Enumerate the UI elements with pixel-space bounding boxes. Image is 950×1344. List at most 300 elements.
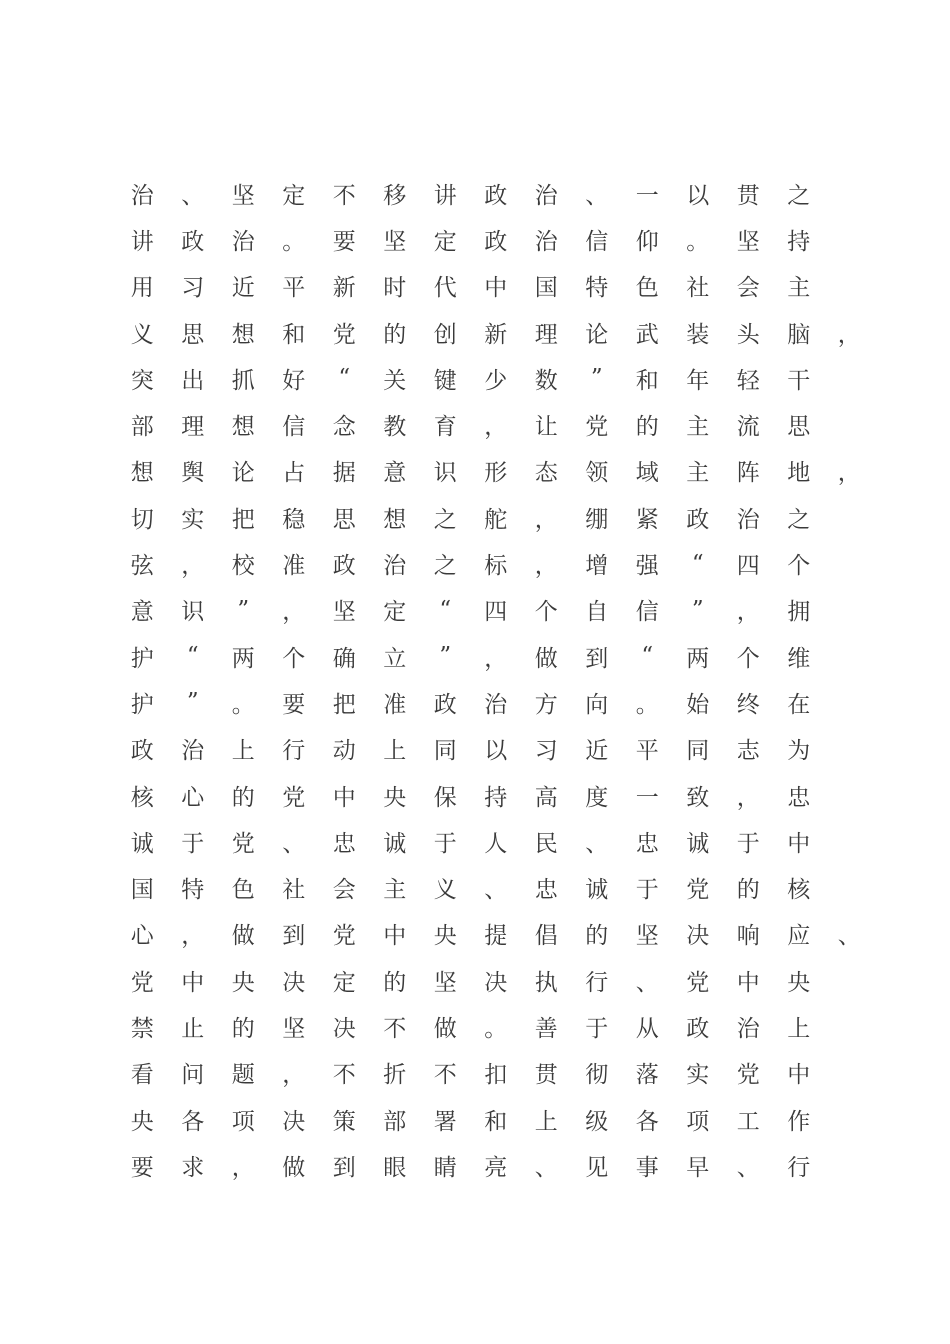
- text-glyph: 贯: [534, 1062, 558, 1089]
- text-glyph: 突: [130, 367, 154, 394]
- text-glyph: 。: [686, 228, 710, 255]
- text-glyph: 定: [282, 182, 306, 209]
- text-glyph: 看: [130, 1062, 154, 1089]
- text-glyph: 立: [383, 645, 407, 672]
- text-line: [117, 679, 857, 725]
- text-glyph: 署: [433, 1108, 457, 1135]
- text-glyph: 两: [686, 645, 710, 672]
- text-line: [117, 772, 857, 818]
- text-glyph: 央: [383, 784, 407, 811]
- text-glyph: 平: [635, 738, 659, 765]
- text-glyph: 、: [837, 923, 861, 950]
- text-glyph: 政: [181, 228, 205, 255]
- text-glyph: 社: [686, 275, 710, 302]
- text-glyph: 的: [736, 877, 760, 904]
- text-glyph: 贯: [736, 182, 760, 209]
- text-glyph: 各: [181, 1108, 205, 1135]
- text-glyph: 和: [484, 1108, 508, 1135]
- text-glyph: 治: [736, 506, 760, 533]
- text-glyph: 坚: [736, 228, 760, 255]
- text-glyph: 。: [282, 228, 306, 255]
- text-line: [117, 1096, 857, 1142]
- text-glyph: 念: [332, 414, 356, 441]
- text-line: [117, 355, 857, 401]
- text-glyph: 论: [231, 460, 255, 487]
- text-glyph: ，: [484, 414, 508, 441]
- text-glyph: 折: [383, 1062, 407, 1089]
- text-line: [117, 957, 857, 1003]
- text-glyph: 个: [736, 645, 760, 672]
- text-glyph: 做: [433, 1015, 457, 1042]
- text-glyph: 于: [433, 830, 457, 857]
- text-glyph: 抓: [231, 367, 255, 394]
- text-glyph: 治: [383, 553, 407, 580]
- text-glyph: 教: [383, 414, 407, 441]
- text-glyph: 的: [383, 969, 407, 996]
- text-glyph: 不: [332, 182, 356, 209]
- text-glyph: 党: [585, 414, 609, 441]
- text-glyph: 持: [787, 228, 811, 255]
- text-glyph: 。: [231, 691, 255, 718]
- text-glyph: 武: [635, 321, 659, 348]
- text-glyph: 亮: [484, 1154, 508, 1181]
- text-glyph: 中: [787, 830, 811, 857]
- text-glyph: 定: [433, 228, 457, 255]
- text-glyph: 政: [686, 1015, 710, 1042]
- text-glyph: 党: [736, 1062, 760, 1089]
- text-glyph: 特: [585, 275, 609, 302]
- text-glyph: 社: [282, 877, 306, 904]
- text-glyph: 、: [534, 1154, 558, 1181]
- text-glyph: 准: [383, 691, 407, 718]
- text-glyph: 装: [686, 321, 710, 348]
- text-glyph: 拥: [787, 599, 811, 626]
- text-glyph: 党: [332, 321, 356, 348]
- text-glyph: 一: [635, 784, 659, 811]
- text-glyph: 决: [686, 923, 710, 950]
- text-glyph: 眼: [383, 1154, 407, 1181]
- text-glyph: 四: [484, 599, 508, 626]
- text-glyph: 央: [231, 969, 255, 996]
- text-glyph: 以: [484, 738, 508, 765]
- text-glyph: 见: [585, 1154, 609, 1181]
- text-glyph: 不: [433, 1062, 457, 1089]
- text-glyph: 年: [686, 367, 710, 394]
- text-glyph: 。: [484, 1015, 508, 1042]
- text-glyph: 定: [383, 599, 407, 626]
- text-line: [117, 448, 861, 494]
- text-glyph: 关: [383, 367, 407, 394]
- text-glyph: 始: [686, 691, 710, 718]
- text-glyph: 忠: [635, 830, 659, 857]
- text-glyph: 个: [282, 645, 306, 672]
- text-glyph: 政: [433, 691, 457, 718]
- text-glyph: 中: [332, 784, 356, 811]
- text-glyph: 弦: [130, 553, 154, 580]
- text-glyph: 之: [433, 553, 457, 580]
- text-glyph: 、: [635, 969, 659, 996]
- text-glyph: “: [186, 643, 199, 670]
- text-glyph: 和: [635, 367, 659, 394]
- text-glyph: 键: [433, 367, 457, 394]
- text-glyph: 实: [181, 506, 205, 533]
- text-glyph: 忠: [332, 830, 356, 857]
- text-glyph: 政: [484, 228, 508, 255]
- text-glyph: 的: [585, 923, 609, 950]
- text-glyph: 主: [686, 414, 710, 441]
- text-glyph: 的: [231, 1015, 255, 1042]
- text-glyph: 创: [433, 321, 457, 348]
- text-glyph: 想: [231, 321, 255, 348]
- text-glyph: 个: [534, 599, 558, 626]
- text-glyph: 论: [585, 321, 609, 348]
- text-glyph: 会: [332, 877, 356, 904]
- text-glyph: 两: [231, 645, 255, 672]
- text-glyph: 个: [787, 553, 811, 580]
- text-glyph: 流: [736, 414, 760, 441]
- text-line: [117, 309, 861, 355]
- text-glyph: 决: [484, 969, 508, 996]
- text-glyph: 保: [433, 784, 457, 811]
- text-glyph: 想: [383, 506, 407, 533]
- text-glyph: 近: [585, 738, 609, 765]
- text-glyph: 义: [433, 877, 457, 904]
- text-glyph: 义: [130, 321, 154, 348]
- text-glyph: 同: [686, 738, 710, 765]
- text-glyph: 校: [231, 553, 255, 580]
- text-glyph: 领: [585, 460, 609, 487]
- text-glyph: 讲: [433, 182, 457, 209]
- text-glyph: 问: [181, 1062, 205, 1089]
- text-glyph: 地: [787, 460, 811, 487]
- text-glyph: ，: [837, 460, 861, 487]
- text-glyph: 治: [231, 228, 255, 255]
- text-glyph: 准: [282, 553, 306, 580]
- text-glyph: 到: [585, 645, 609, 672]
- text-glyph: 忠: [787, 784, 811, 811]
- text-glyph: 核: [787, 877, 811, 904]
- text-glyph: 人: [484, 830, 508, 857]
- text-glyph: 坚: [231, 182, 255, 209]
- text-glyph: ，: [181, 923, 205, 950]
- text-glyph: 同: [433, 738, 457, 765]
- text-glyph: 治: [534, 182, 558, 209]
- text-glyph: 上: [787, 1015, 811, 1042]
- text-glyph: 用: [130, 275, 154, 302]
- text-glyph: 民: [534, 830, 558, 857]
- text-glyph: “: [439, 596, 452, 623]
- text-glyph: ，: [181, 553, 205, 580]
- text-glyph: 、: [282, 830, 306, 857]
- text-glyph: 特: [181, 877, 205, 904]
- text-glyph: 为: [787, 738, 811, 765]
- text-glyph: 诚: [383, 830, 407, 857]
- text-glyph: 坚: [433, 969, 457, 996]
- text-glyph: 坚: [282, 1015, 306, 1042]
- text-glyph: 落: [635, 1062, 659, 1089]
- text-glyph: 题: [231, 1062, 255, 1089]
- text-glyph: 终: [736, 691, 760, 718]
- text-glyph: 诚: [130, 830, 154, 857]
- text-line: [117, 540, 857, 586]
- text-glyph: 维: [787, 645, 811, 672]
- text-glyph: 项: [231, 1108, 255, 1135]
- text-glyph: 治: [534, 228, 558, 255]
- text-glyph: 切: [130, 506, 154, 533]
- text-glyph: 决: [282, 969, 306, 996]
- text-glyph: 行: [787, 1154, 811, 1181]
- text-glyph: 色: [635, 275, 659, 302]
- text-glyph: 据: [332, 460, 356, 487]
- text-glyph: 舵: [484, 506, 508, 533]
- text-glyph: 求: [181, 1154, 205, 1181]
- text-glyph: 定: [332, 969, 356, 996]
- text-glyph: 态: [534, 460, 558, 487]
- text-glyph: 央: [787, 969, 811, 996]
- text-glyph: 主: [787, 275, 811, 302]
- text-glyph: 持: [484, 784, 508, 811]
- text-glyph: ，: [736, 784, 760, 811]
- text-glyph: 讲: [130, 228, 154, 255]
- text-glyph: 主: [686, 460, 710, 487]
- text-glyph: 信: [282, 414, 306, 441]
- text-line: [117, 263, 857, 309]
- text-glyph: 应: [787, 923, 811, 950]
- text-glyph: 早: [686, 1154, 710, 1181]
- text-glyph: 的: [635, 414, 659, 441]
- text-glyph: 上: [383, 738, 407, 765]
- text-glyph: 舆: [181, 460, 205, 487]
- text-line: [117, 633, 857, 679]
- text-glyph: 中: [181, 969, 205, 996]
- text-glyph: 护: [130, 691, 154, 718]
- text-glyph: ”: [237, 596, 250, 623]
- text-glyph: 党: [130, 969, 154, 996]
- text-glyph: 之: [787, 182, 811, 209]
- text-glyph: 育: [433, 414, 457, 441]
- text-glyph: 自: [585, 599, 609, 626]
- text-glyph: 信: [585, 228, 609, 255]
- text-glyph: 部: [130, 414, 154, 441]
- text-glyph: 党: [686, 877, 710, 904]
- text-glyph: 让: [534, 414, 558, 441]
- text-glyph: 脑: [787, 321, 811, 348]
- text-glyph: 项: [686, 1108, 710, 1135]
- text-line: [117, 401, 857, 447]
- text-glyph: 好: [282, 367, 306, 394]
- text-glyph: “: [691, 550, 704, 577]
- text-glyph: 信: [635, 599, 659, 626]
- text-glyph: 习: [534, 738, 558, 765]
- text-glyph: 、: [585, 830, 609, 857]
- text-glyph: 、: [181, 182, 205, 209]
- text-glyph: 事: [635, 1154, 659, 1181]
- text-glyph: 诚: [585, 877, 609, 904]
- text-glyph: 做: [282, 1154, 306, 1181]
- text-glyph: 行: [585, 969, 609, 996]
- text-glyph: 治: [130, 182, 154, 209]
- text-glyph: 于: [585, 1015, 609, 1042]
- text-glyph: ”: [439, 643, 452, 670]
- text-glyph: 央: [433, 923, 457, 950]
- text-glyph: 域: [635, 460, 659, 487]
- text-glyph: ”: [691, 596, 704, 623]
- text-glyph: 轻: [736, 367, 760, 394]
- text-glyph: 党: [282, 784, 306, 811]
- text-glyph: 各: [635, 1108, 659, 1135]
- text-glyph: 新: [484, 321, 508, 348]
- text-glyph: 动: [332, 738, 356, 765]
- text-glyph: 党: [686, 969, 710, 996]
- text-line: [117, 494, 857, 540]
- text-glyph: 政: [686, 506, 710, 533]
- text-line: [117, 1142, 857, 1188]
- text-glyph: ”: [590, 365, 603, 392]
- text-glyph: 核: [130, 784, 154, 811]
- text-glyph: 忠: [534, 877, 558, 904]
- text-glyph: 形: [484, 460, 508, 487]
- text-glyph: 思: [332, 506, 356, 533]
- text-glyph: 。: [635, 691, 659, 718]
- text-glyph: 政: [332, 553, 356, 580]
- text-glyph: 识: [181, 599, 205, 626]
- text-glyph: 执: [534, 969, 558, 996]
- text-line: [117, 818, 857, 864]
- text-line: [117, 911, 861, 957]
- text-line: [117, 726, 857, 772]
- text-glyph: 把: [332, 691, 356, 718]
- text-glyph: 睛: [433, 1154, 457, 1181]
- text-glyph: 致: [686, 784, 710, 811]
- text-glyph: 倡: [534, 923, 558, 950]
- text-glyph: 代: [433, 275, 457, 302]
- text-glyph: 做: [534, 645, 558, 672]
- text-glyph: 治: [181, 738, 205, 765]
- text-glyph: 仰: [635, 228, 659, 255]
- text-line: [117, 216, 857, 262]
- text-glyph: “: [338, 365, 351, 392]
- text-glyph: ，: [282, 599, 306, 626]
- text-glyph: 之: [433, 506, 457, 533]
- text-glyph: 做: [231, 923, 255, 950]
- text-glyph: 作: [787, 1108, 811, 1135]
- text-glyph: 想: [130, 460, 154, 487]
- text-glyph: 少: [484, 367, 508, 394]
- text-glyph: 的: [231, 784, 255, 811]
- text-glyph: 不: [332, 1062, 356, 1089]
- text-glyph: ，: [837, 321, 861, 348]
- text-glyph: 善: [534, 1015, 558, 1042]
- text-glyph: 干: [787, 367, 811, 394]
- text-glyph: 决: [332, 1015, 356, 1042]
- text-glyph: 出: [181, 367, 205, 394]
- text-glyph: 意: [383, 460, 407, 487]
- text-glyph: 思: [787, 414, 811, 441]
- text-glyph: 会: [736, 275, 760, 302]
- text-line: [117, 864, 857, 910]
- text-glyph: 理: [534, 321, 558, 348]
- text-glyph: ，: [534, 506, 558, 533]
- text-glyph: 央: [130, 1108, 154, 1135]
- text-glyph: 标: [484, 553, 508, 580]
- text-glyph: 紧: [635, 506, 659, 533]
- text-glyph: 党: [332, 923, 356, 950]
- text-glyph: 决: [282, 1108, 306, 1135]
- text-glyph: 于: [635, 877, 659, 904]
- text-glyph: 主: [383, 877, 407, 904]
- text-glyph: 增: [585, 553, 609, 580]
- text-glyph: 、: [736, 1154, 760, 1181]
- text-glyph: 一: [635, 182, 659, 209]
- text-glyph: 阵: [736, 460, 760, 487]
- text-glyph: 强: [635, 553, 659, 580]
- text-glyph: 绷: [585, 506, 609, 533]
- text-glyph: “: [641, 643, 654, 670]
- text-glyph: 到: [282, 923, 306, 950]
- text-glyph: 习: [181, 275, 205, 302]
- text-glyph: 时: [383, 275, 407, 302]
- text-glyph: 部: [383, 1108, 407, 1135]
- text-glyph: 治: [736, 1015, 760, 1042]
- text-glyph: ，: [534, 553, 558, 580]
- text-glyph: 近: [231, 275, 255, 302]
- text-glyph: 占: [282, 460, 306, 487]
- text-glyph: 政: [484, 182, 508, 209]
- text-glyph: 扣: [484, 1062, 508, 1089]
- text-glyph: 止: [181, 1015, 205, 1042]
- text-line: [117, 587, 857, 633]
- text-glyph: 禁: [130, 1015, 154, 1042]
- text-glyph: 坚: [635, 923, 659, 950]
- text-glyph: 移: [383, 182, 407, 209]
- text-glyph: 、: [484, 877, 508, 904]
- text-glyph: 提: [484, 923, 508, 950]
- text-glyph: 方: [534, 691, 558, 718]
- text-glyph: 和: [282, 321, 306, 348]
- text-glyph: 上: [231, 738, 255, 765]
- text-glyph: 要: [332, 228, 356, 255]
- text-glyph: 实: [686, 1062, 710, 1089]
- text-glyph: 治: [484, 691, 508, 718]
- text-glyph: 向: [585, 691, 609, 718]
- text-glyph: 把: [231, 506, 255, 533]
- text-glyph: 新: [332, 275, 356, 302]
- text-glyph: 想: [231, 414, 255, 441]
- text-glyph: 的: [383, 321, 407, 348]
- text-glyph: 稳: [282, 506, 306, 533]
- text-glyph: 国: [130, 877, 154, 904]
- text-glyph: 护: [130, 645, 154, 672]
- text-glyph: ，: [231, 1154, 255, 1181]
- text-glyph: 政: [130, 738, 154, 765]
- text-line: [117, 170, 857, 216]
- text-glyph: 心: [181, 784, 205, 811]
- text-glyph: 中: [736, 969, 760, 996]
- text-glyph: 识: [433, 460, 457, 487]
- text-glyph: 要: [282, 691, 306, 718]
- text-glyph: 于: [736, 830, 760, 857]
- text-glyph: 响: [736, 923, 760, 950]
- text-glyph: 度: [585, 784, 609, 811]
- text-glyph: 要: [130, 1154, 154, 1181]
- text-glyph: 级: [585, 1108, 609, 1135]
- text-glyph: 彻: [585, 1062, 609, 1089]
- text-glyph: 志: [736, 738, 760, 765]
- text-glyph: 高: [534, 784, 558, 811]
- text-glyph: 在: [787, 691, 811, 718]
- text-line: [117, 1050, 857, 1096]
- text-glyph: 理: [181, 414, 205, 441]
